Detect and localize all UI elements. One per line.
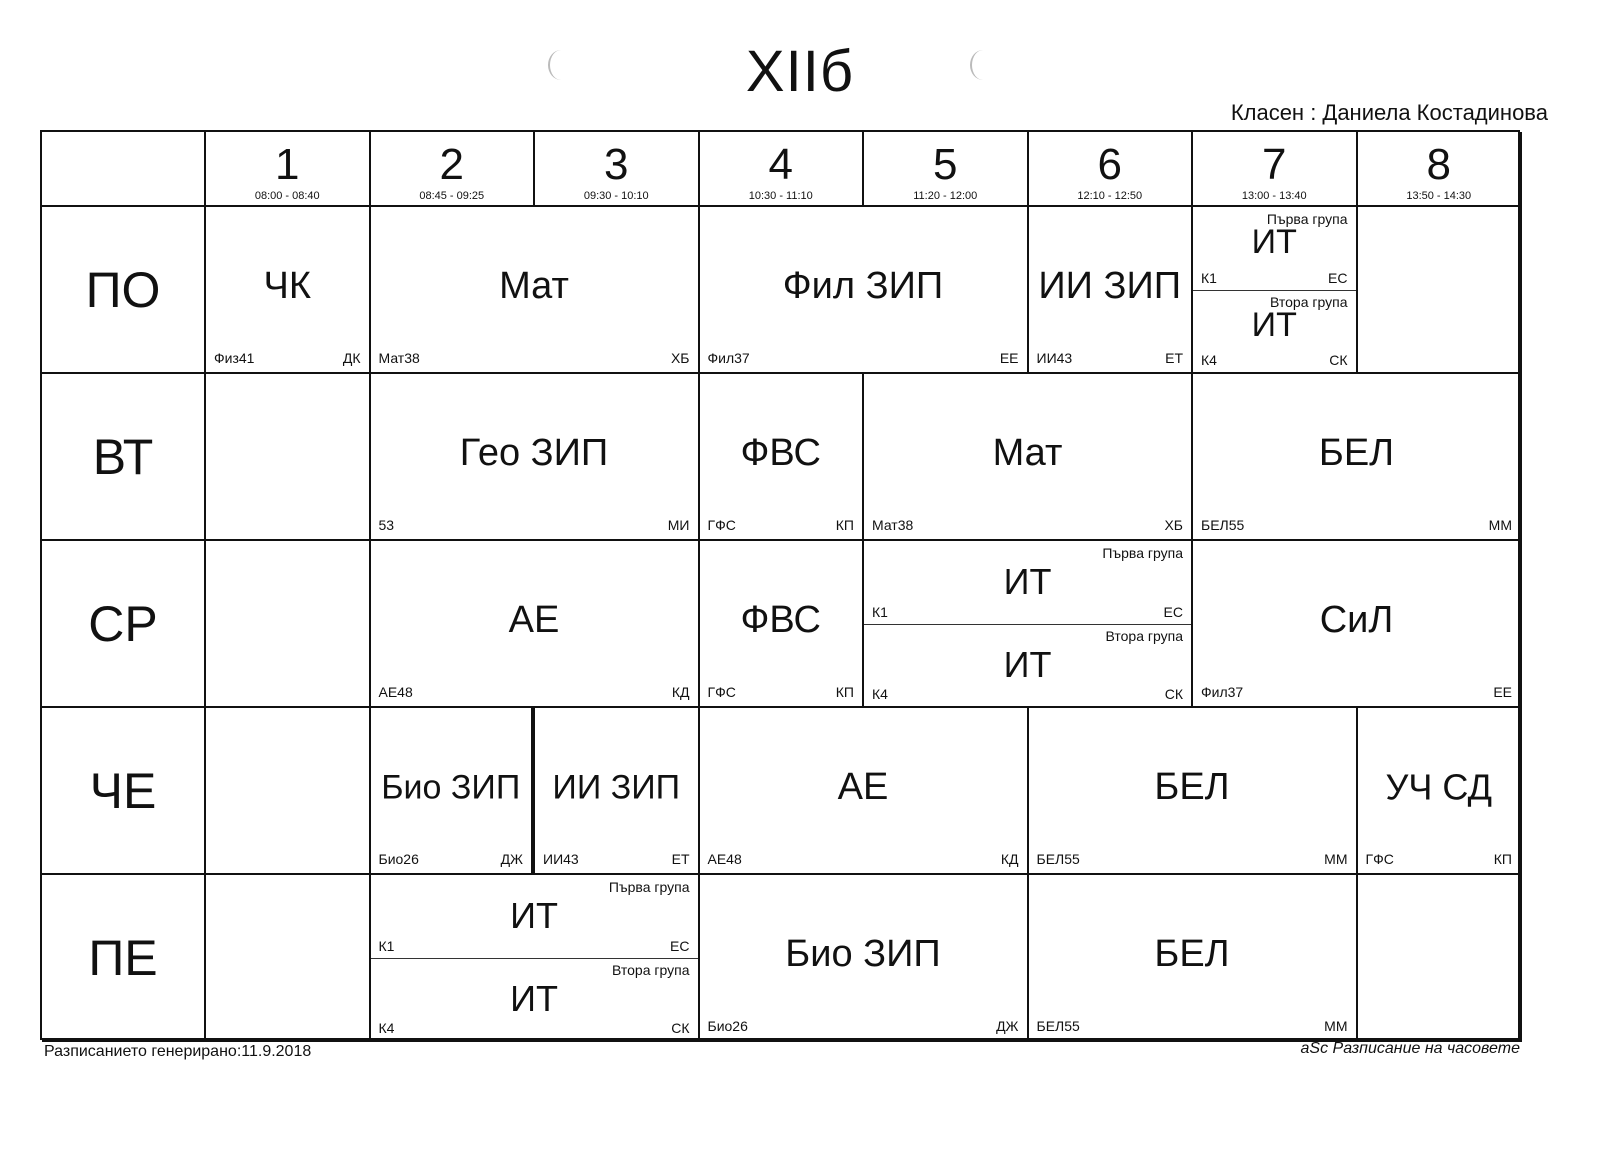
period-time: 13:00 - 13:40 [1241, 190, 1307, 202]
lesson-room: БЕЛ55 [1036, 851, 1080, 867]
group-one-half [371, 875, 698, 959]
empty-cell [206, 875, 371, 1042]
lesson-room: 53 [378, 517, 395, 533]
group-subject: ИТ [1003, 561, 1052, 602]
lesson-teacher: ЕЕ [999, 350, 1019, 366]
group-two-half [371, 958, 698, 1041]
period-number: 7 [1262, 140, 1287, 189]
split-lesson-cell [371, 875, 700, 1042]
group-label: Първа група [1266, 211, 1348, 227]
lesson-subject: Био ЗИП [785, 932, 941, 975]
period-number: 4 [768, 140, 793, 189]
lesson-cell [1029, 207, 1194, 374]
lesson-teacher: КП [835, 684, 854, 700]
group-subject: ИТ [1251, 305, 1297, 344]
lesson-room: Фил37 [1201, 684, 1244, 700]
lesson-teacher: ММ [1324, 851, 1348, 867]
lesson-teacher: ХБ [1164, 517, 1183, 533]
split-lesson-cell [864, 541, 1193, 708]
empty-cell [206, 708, 371, 875]
day-label-monday: ПО [42, 207, 206, 374]
period-time: 12:10 - 12:50 [1077, 190, 1143, 202]
group-one-half [864, 541, 1191, 625]
day-label-thursday: ЧЕ [42, 708, 206, 875]
group-room: К1 [1201, 269, 1217, 286]
lesson-teacher: ДЖ [500, 851, 523, 867]
split-lesson-cell [1193, 207, 1358, 374]
lesson-room: ГФС [1365, 851, 1394, 867]
period-header-7 [1193, 132, 1358, 207]
period-number: 8 [1426, 140, 1451, 189]
lesson-room: ГФС [707, 517, 736, 533]
lesson-cell [700, 875, 1029, 1042]
lesson-teacher: КП [1493, 851, 1512, 867]
lesson-subject: БЕЛ [1154, 765, 1230, 808]
period-time: 11:20 - 12:00 [913, 190, 978, 202]
lesson-teacher: ДК [342, 350, 361, 366]
timetable-grid [40, 130, 1520, 1040]
lesson-subject: АЕ [508, 598, 560, 641]
lesson-teacher: ЕТ [671, 851, 690, 867]
group-teacher: ЕС [1328, 269, 1348, 286]
group-subject: ИТ [510, 977, 558, 1019]
group-two-half [1193, 290, 1356, 373]
lesson-teacher: ЕТ [1165, 350, 1183, 366]
period-header-3 [535, 132, 700, 207]
lesson-cell [1193, 374, 1522, 541]
lesson-subject: Био ЗИП [381, 767, 521, 806]
lesson-teacher: ХБ [670, 350, 690, 366]
period-header-5 [864, 132, 1029, 207]
lesson-cell [1029, 708, 1358, 875]
period-header-1 [206, 132, 371, 207]
period-time: 13:50 - 14:30 [1406, 190, 1472, 202]
lesson-teacher: ММ [1324, 1018, 1348, 1034]
lesson-cell [371, 541, 700, 708]
empty-cell [1358, 207, 1523, 374]
group-room: К4 [1201, 352, 1217, 368]
group-room: К1 [872, 603, 888, 620]
lesson-room: Физ41 [214, 350, 255, 366]
period-header-4 [700, 132, 865, 207]
day-label-tuesday: ВТ [42, 374, 206, 541]
lesson-teacher: ММ [1488, 517, 1512, 533]
lesson-subject: Мат [992, 431, 1063, 474]
lesson-teacher: ЕЕ [1493, 684, 1512, 700]
day-label-friday: ПЕ [42, 875, 206, 1042]
lesson-subject: Фил ЗИП [782, 264, 944, 307]
group-subject: ИТ [1003, 643, 1052, 685]
lesson-room: Мат38 [378, 350, 420, 366]
lesson-cell [371, 374, 700, 541]
period-number: 6 [1097, 140, 1122, 189]
lesson-cell [206, 207, 371, 374]
lesson-room: БЕЛ55 [1201, 517, 1245, 533]
day-label-wednesday: СР [42, 541, 206, 708]
group-teacher: СК [671, 1020, 690, 1036]
lesson-cell [1029, 875, 1358, 1042]
lesson-teacher: КД [1000, 851, 1019, 867]
lesson-subject: Мат [499, 264, 569, 307]
period-time: 10:30 - 11:10 [748, 190, 813, 202]
period-number: 2 [439, 140, 464, 189]
period-time: 08:00 - 08:40 [254, 190, 320, 202]
software-credit: aSc Разписание на часовете [1300, 1040, 1520, 1057]
lesson-subject: УЧ СД [1385, 766, 1492, 808]
group-room: К4 [378, 1020, 395, 1036]
lesson-subject: ИИ ЗИП [552, 767, 681, 806]
lesson-cell [535, 708, 700, 875]
lesson-subject: СиЛ [1319, 598, 1394, 641]
lesson-room: Био26 [707, 1018, 748, 1034]
lesson-cell [371, 207, 700, 374]
lesson-subject: Гео ЗИП [459, 431, 609, 474]
lesson-cell [1358, 708, 1523, 875]
lesson-cell [371, 708, 536, 875]
lesson-subject: АЕ [837, 765, 889, 808]
period-time: 09:30 - 10:10 [583, 190, 649, 202]
group-one-half [1193, 207, 1356, 291]
generated-date: Разписанието генерирано:11.9.2018 [44, 1043, 312, 1060]
lesson-subject: БЕЛ [1154, 932, 1230, 975]
lesson-teacher: МИ [667, 517, 690, 533]
period-header-2 [371, 132, 536, 207]
lesson-room: АЕ48 [378, 684, 413, 700]
group-label: Втора група [1270, 293, 1348, 310]
homeroom-teacher: Класен : Даниела Костадинова [1230, 100, 1548, 125]
lesson-cell [700, 207, 1029, 374]
lesson-cell [700, 374, 865, 541]
group-two-half [864, 624, 1191, 707]
group-teacher: СК [1329, 352, 1348, 368]
lesson-room: ИИ43 [543, 851, 579, 867]
group-label: Първа група [608, 879, 690, 895]
lesson-room: ИИ43 [1036, 350, 1073, 366]
group-label: Първа група [1102, 545, 1183, 561]
lesson-teacher: КП [835, 517, 854, 533]
lesson-teacher: ДЖ [996, 1018, 1019, 1034]
lesson-room: АЕ48 [707, 851, 742, 867]
lesson-room: Био26 [378, 851, 419, 867]
group-room: К4 [872, 686, 888, 702]
lesson-subject: ФВС [740, 431, 821, 474]
lesson-subject: БЕЛ [1318, 431, 1395, 474]
group-subject: ИТ [510, 895, 558, 936]
period-number: 1 [275, 140, 300, 189]
group-teacher: ЕС [1163, 603, 1183, 620]
group-teacher: ЕС [670, 937, 690, 954]
period-time: 08:45 - 09:25 [419, 190, 485, 202]
lesson-room: Фил37 [707, 350, 750, 366]
lesson-teacher: КД [671, 684, 690, 700]
lesson-cell [700, 541, 865, 708]
group-teacher: СК [1164, 686, 1183, 702]
lesson-cell [1193, 541, 1522, 708]
lesson-subject: ЧК [263, 264, 311, 307]
class-title: XIIб [745, 39, 855, 104]
group-subject: ИТ [1251, 223, 1297, 261]
period-header-6 [1029, 132, 1194, 207]
lesson-cell [864, 374, 1193, 541]
period-header-8 [1358, 132, 1523, 207]
group-label: Втора група [612, 961, 690, 978]
lesson-room: Мат38 [872, 517, 914, 533]
period-number: 5 [933, 140, 958, 189]
lesson-room: ГФС [707, 684, 736, 700]
lesson-room: БЕЛ55 [1036, 1018, 1080, 1034]
period-number: 3 [604, 140, 629, 189]
corner-cell [42, 132, 206, 207]
group-room: К1 [378, 937, 395, 954]
lesson-cell [700, 708, 1029, 875]
lesson-subject: ИИ ЗИП [1038, 264, 1182, 307]
lesson-subject: ФВС [740, 598, 821, 641]
group-label: Втора група [1105, 627, 1183, 644]
empty-cell [1358, 875, 1523, 1042]
empty-cell [206, 374, 371, 541]
empty-cell [206, 541, 371, 708]
